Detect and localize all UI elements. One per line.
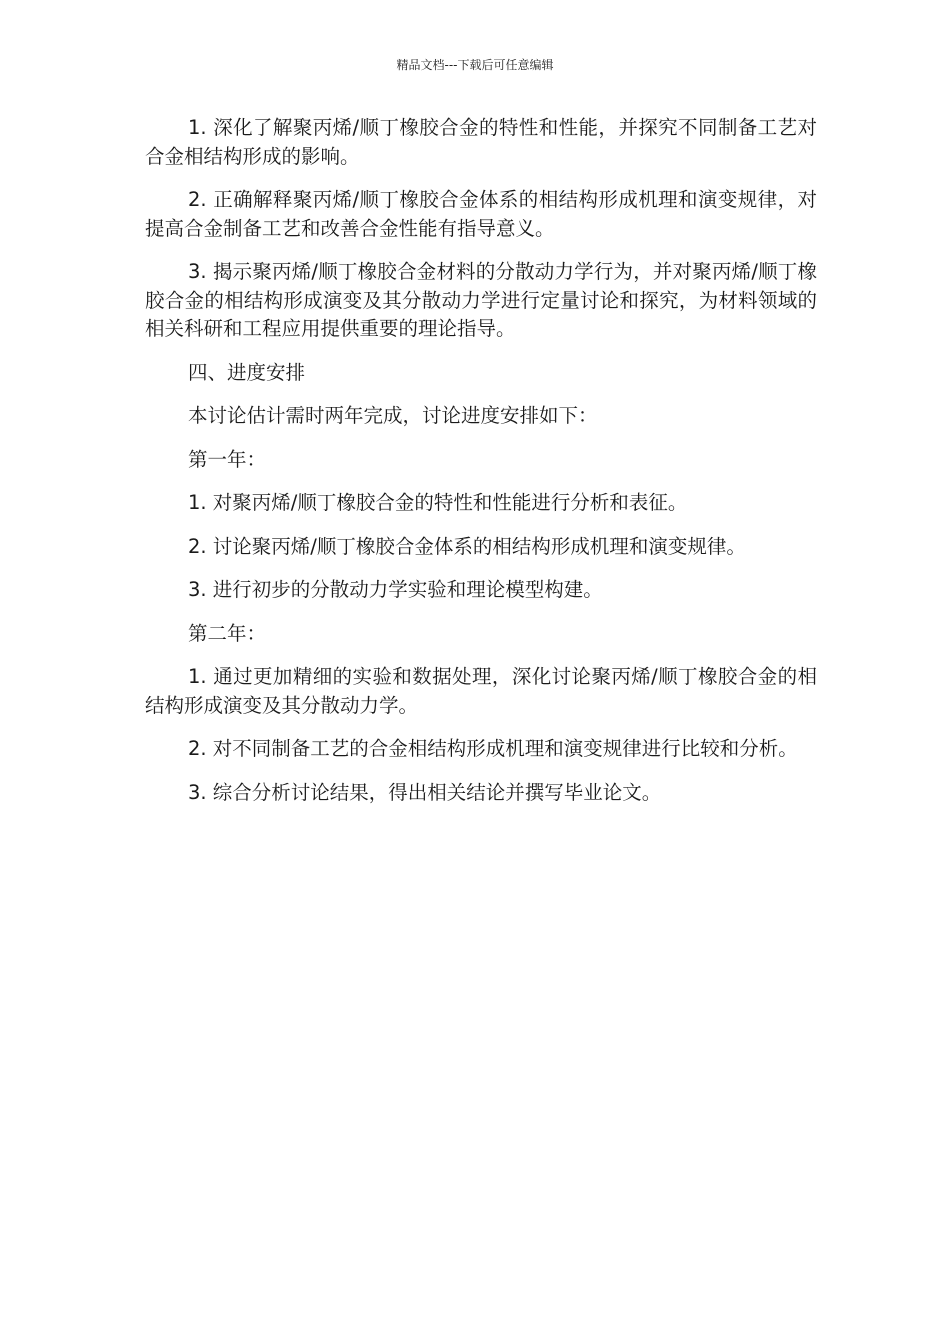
- year-two-item-3: 3. 综合分析讨论结果，得出相关结论并撰写毕业论文。: [188, 780, 662, 804]
- year-one-item-3: 3. 进行初步的分散动力学实验和理论模型构建。: [188, 578, 603, 601]
- year-two-heading: 第二年：: [188, 621, 267, 645]
- page-header: 精品文档---下载后可任意编辑: [396, 58, 554, 72]
- goal-paragraph-1: 1. 深化了解聚丙烯/顺丁橡胶合金的特性和性能，并探究不同制备工艺对合金相结构形成的影响。: [145, 116, 817, 168]
- year-one-item-1: 1. 对聚丙烯/顺丁橡胶合金的特性和性能进行分析和表征。: [188, 491, 688, 514]
- goal-paragraph-2: 2. 正确解释聚丙烯/顺丁橡胶合金体系的相结构形成机理和演变规律，对提高合金制备工艺和改善合金性能有指导意义。: [145, 188, 817, 240]
- document-body: [145, 114, 817, 822]
- goal-paragraph-3: 3. 揭示聚丙烯/顺丁橡胶合金材料的分散动力学行为，并对聚丙烯/顺丁橡胶合金的相结构形成演变及其分散动力学进行定量讨论和探究，为材料领域的相关科研和工程应用提供重要的理论指导。: [145, 260, 817, 340]
- year-one-item-2: 2. 讨论聚丙烯/顺丁橡胶合金体系的相结构形成机理和演变规律。: [188, 534, 746, 558]
- year-two-item-1: 1. 通过更加精细的实验和数据处理，深化讨论聚丙烯/顺丁橡胶合金的相结构形成演变及其分散动力学。: [145, 665, 817, 717]
- year-two-item-2: 2. 对不同制备工艺的合金相结构形成机理和演变规律进行比较和分析。: [188, 737, 798, 760]
- section-heading-schedule: 四、进度安排: [188, 360, 306, 384]
- year-one-heading: 第一年：: [188, 447, 267, 471]
- schedule-intro: 本讨论估计需时两年完成，讨论进度安排如下：: [188, 404, 598, 427]
